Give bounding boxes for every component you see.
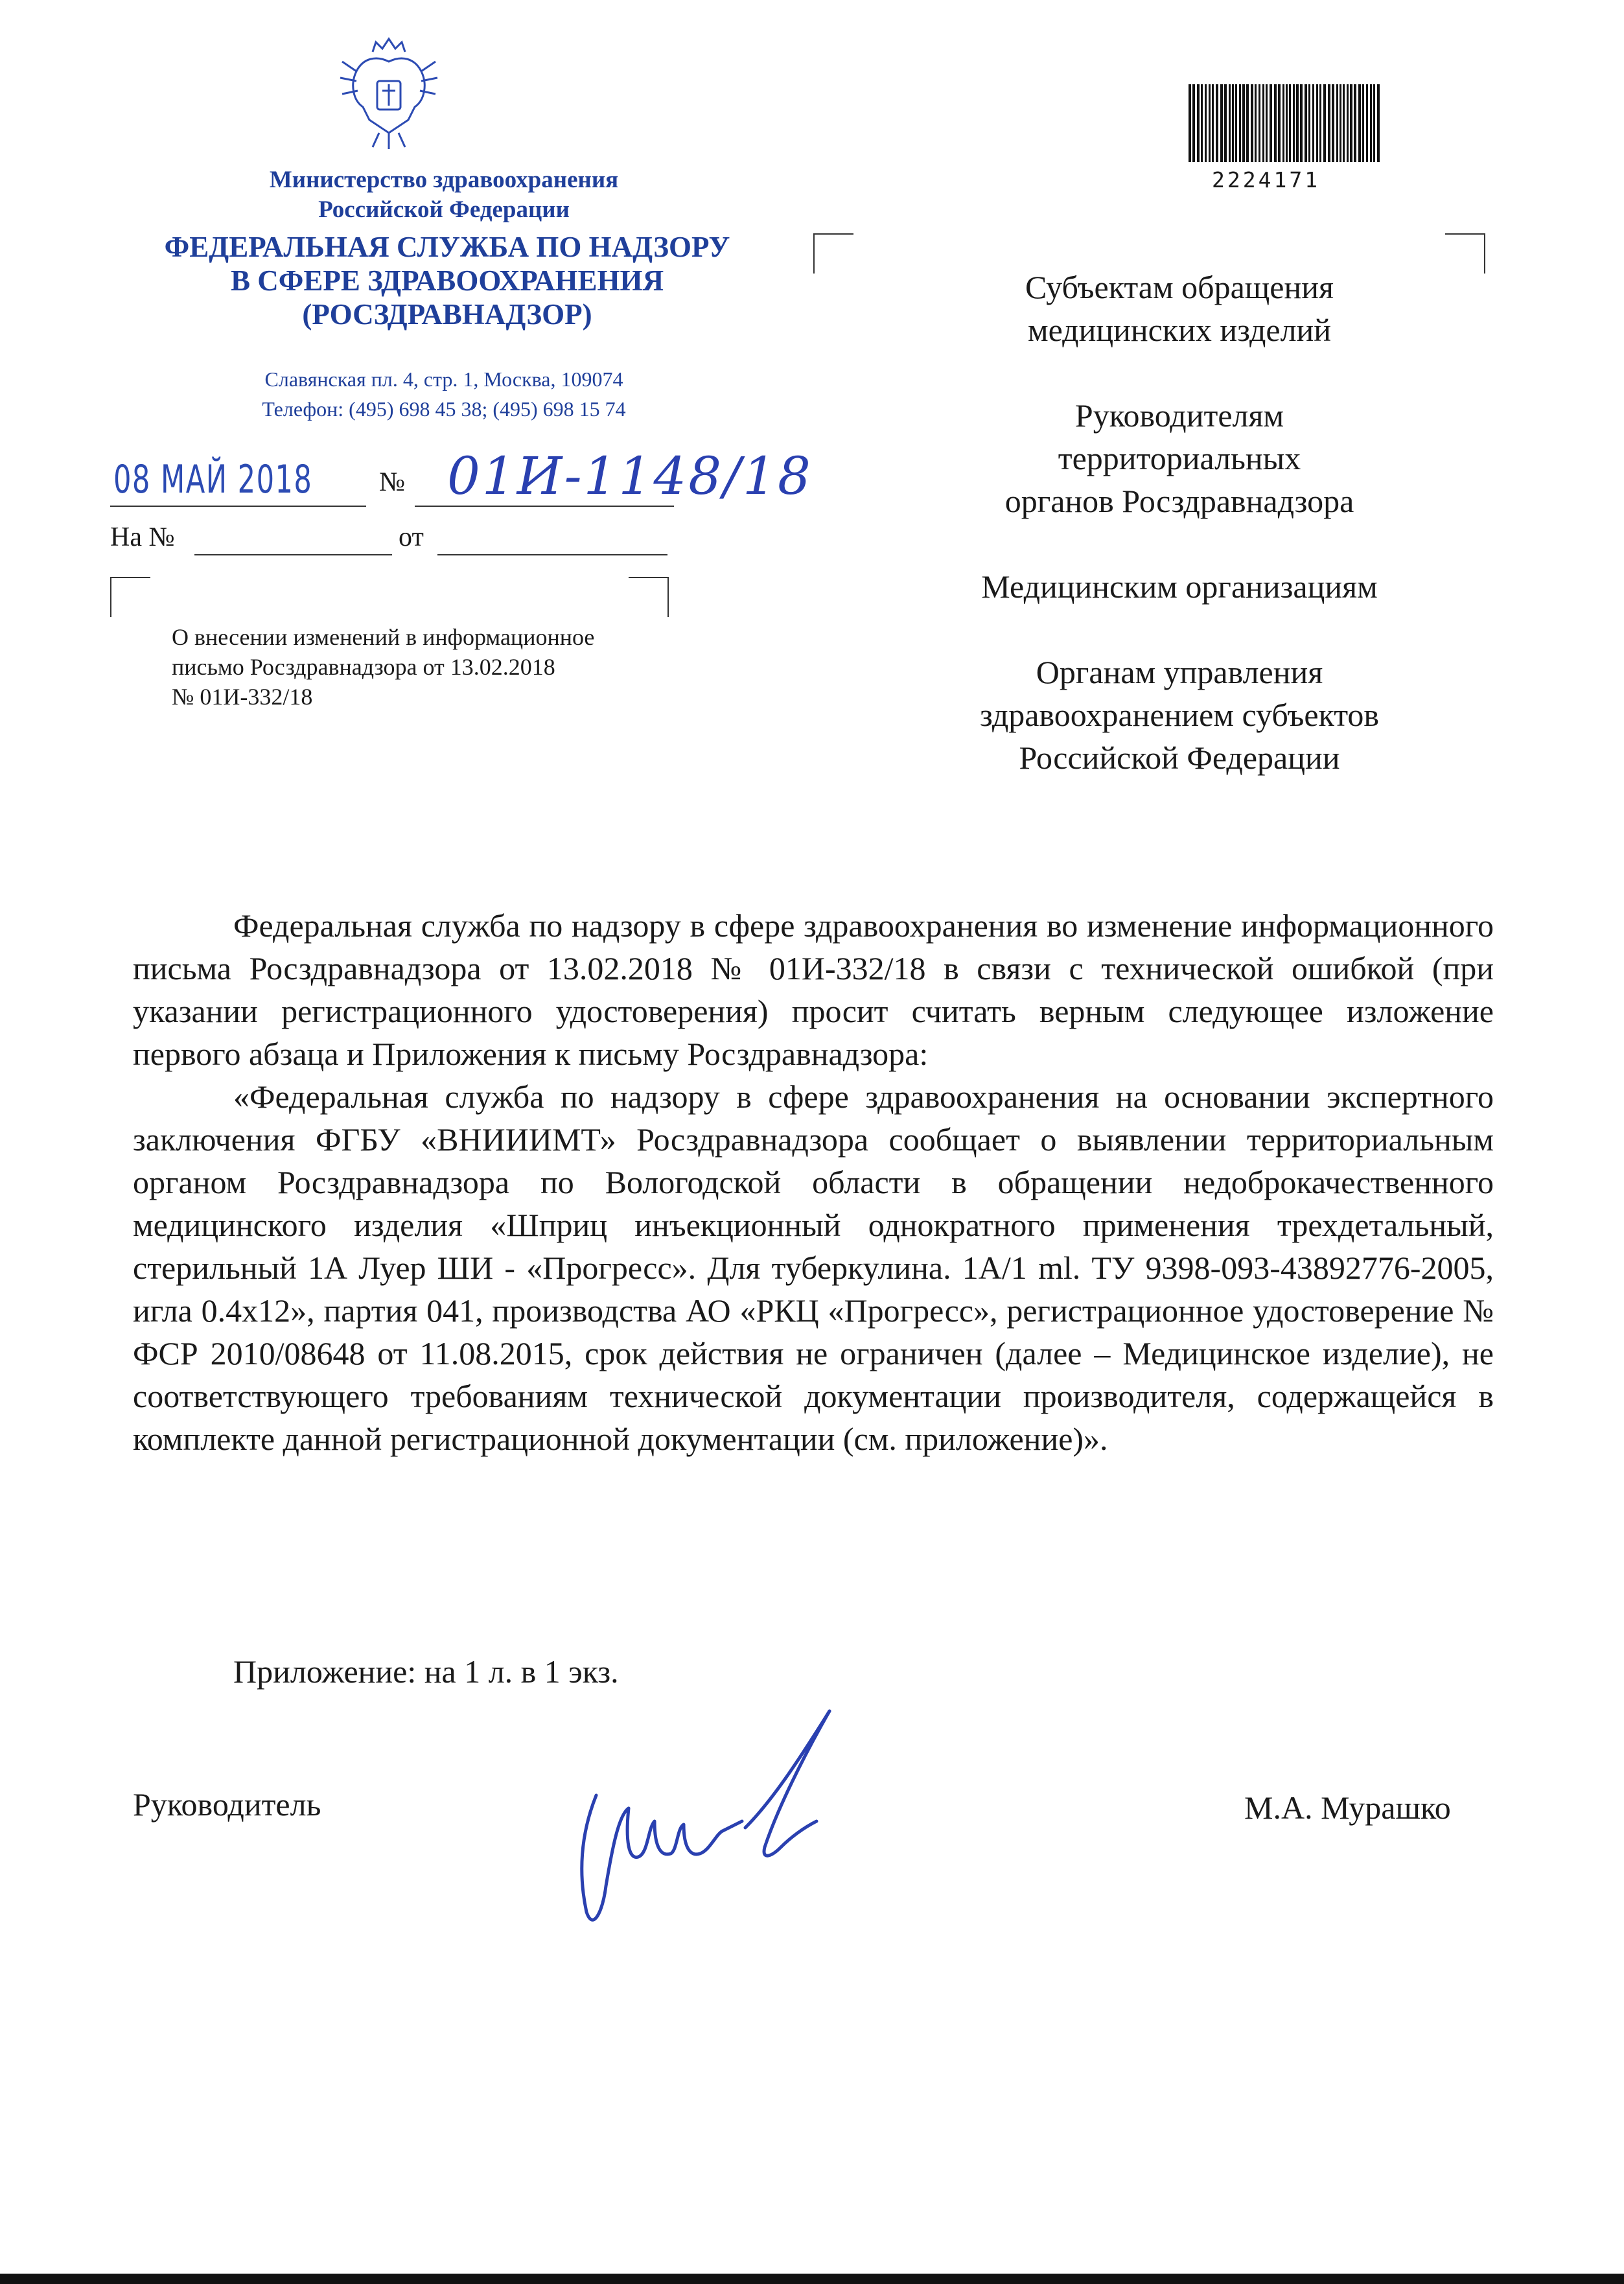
attachment-note: Приложение: на 1 л. в 1 экз. [233, 1653, 619, 1690]
addressee-2-line-3: органов Росздравнадзора [1004, 483, 1354, 519]
barcode-bar [1255, 84, 1257, 162]
address-line: Славянская пл. 4, стр. 1, Москва, 109074 [264, 367, 623, 391]
scan-bottom-edge [0, 2274, 1624, 2284]
barcode-bar [1278, 84, 1281, 162]
phone-line: Телефон: (495) 698 45 38; (495) 698 15 74 [262, 397, 626, 421]
barcode-bar [1323, 84, 1326, 162]
barcode-bar [1354, 84, 1356, 162]
barcode-bar [1229, 84, 1231, 162]
addressee-1-line-1: Субъектам обращения [1025, 269, 1334, 305]
letter-body [133, 904, 1494, 1460]
barcode-bar [1220, 84, 1223, 162]
barcode-bar [1282, 84, 1284, 162]
barcode [1186, 84, 1380, 169]
barcode-bar [1293, 84, 1295, 162]
addressee-3-line-1: Медицинским организациям [981, 568, 1378, 605]
barcode-bar [1251, 84, 1253, 162]
barcode-bar [1370, 84, 1372, 162]
address-block [104, 364, 784, 424]
addressee-4-line-3: Российской Федерации [1019, 740, 1340, 776]
barcode-bar [1286, 84, 1288, 162]
barcode-bar [1201, 84, 1203, 162]
barcode-bar [1266, 84, 1268, 162]
barcode-bar [1366, 84, 1368, 162]
barcode-bar [1224, 84, 1227, 162]
barcode-bar [1216, 84, 1218, 162]
reference-date-label: от [399, 522, 424, 552]
barcode-bar [1377, 84, 1380, 162]
date-stamp: 08 МАЙ 2018 [113, 457, 313, 502]
barcode-bar [1289, 84, 1291, 162]
addressee-2-line-2: территориальных [1058, 440, 1301, 476]
barcode-bar [1232, 84, 1234, 162]
barcode-bar [1312, 84, 1314, 162]
barcode-bar [1274, 84, 1277, 162]
signer-position: Руководитель [133, 1786, 321, 1823]
coat-of-arms-emblem-icon [337, 36, 441, 152]
handwritten-signature [557, 1698, 868, 1944]
barcode-number: 2224171 [1212, 167, 1321, 192]
barcode-bar [1189, 84, 1191, 162]
addressee-4 [894, 651, 1465, 779]
barcode-bar [1242, 84, 1245, 162]
subject-corner-right [629, 577, 669, 617]
barcode-bar [1212, 84, 1214, 162]
barcode-bar [1350, 84, 1352, 162]
barcode-bar [1362, 84, 1364, 162]
barcode-bar [1296, 84, 1299, 162]
addressee-3 [894, 565, 1465, 608]
barcode-bar [1358, 84, 1361, 162]
reference-date-line [437, 554, 667, 555]
service-name [97, 230, 797, 331]
barcode-bar [1328, 84, 1330, 162]
barcode-bar [1300, 84, 1303, 162]
barcode-bar [1239, 84, 1241, 162]
ministry-name [104, 165, 784, 225]
barcode-bar [1270, 84, 1272, 162]
barcode-bar [1262, 84, 1264, 162]
barcode-bar [1373, 84, 1375, 162]
barcode-bar [1205, 84, 1207, 162]
barcode-bar [1197, 84, 1200, 162]
barcode-bar [1316, 84, 1318, 162]
barcode-bar [1192, 84, 1195, 162]
subject-line-3: № 01И-332/18 [172, 684, 313, 710]
signer-name: М.А. Мурашко [1244, 1789, 1451, 1826]
addressee-2 [894, 394, 1465, 522]
body-paragraph-2: «Федеральная служба по надзору в сфере здравоохранения на основании экспертного заключения ФГБУ «ВНИИИМТ» Росздравнадзора сообщает о выявлении территориальным органом Росздравнадзора по Вологодской области в обращении недоброкачественного медицинского изделия «Шприц инъекционный однократного применения трехдетальный, стерильный 1А Луер ШИ - «Прогресс». Для туберкулина. 1А/1 ml. ТУ 9398-093-43892776-2005, игла 0.4x12», партия 041, производства АО «РКЦ «Прогресс», регистрационное удостоверение № ФСР 2010/08648 от 11.08.2015, срок действия не ограничен (далее – Медицинское изделие), не соответствующего требованиям технической документации производителя, содержащейся в комплекте данной регистрационной документации (см. приложение)». [133, 1078, 1494, 1457]
handwritten-letter-number: 01И-1148/18 [447, 446, 813, 506]
barcode-bar [1319, 84, 1321, 162]
subject-line-1: О внесении изменений в информационное [172, 624, 595, 650]
service-line-3: (РОСЗДРАВНАДЗОР) [302, 298, 592, 331]
subject-corner-left [110, 577, 150, 617]
letter-subject [172, 622, 690, 712]
barcode-bar [1305, 84, 1307, 162]
barcode-bar [1347, 84, 1349, 162]
ministry-line-2: Российской Федерации [318, 196, 570, 223]
number-label: № [379, 467, 406, 497]
addressee-corner-left [813, 233, 853, 274]
barcode-bar [1308, 84, 1310, 162]
barcode-bar [1332, 84, 1334, 162]
reference-number-label: На № [110, 522, 175, 552]
addressee-4-line-1: Органам управления [1036, 654, 1323, 690]
barcode-bar [1340, 84, 1341, 162]
barcode-bar [1259, 84, 1260, 162]
addressee-1-line-2: медицинских изделий [1027, 312, 1332, 348]
addressee-4-line-2: здравоохранением субъектов [979, 697, 1380, 733]
service-line-2: В СФЕРЕ ЗДРАВООХРАНЕНИЯ [230, 264, 664, 297]
barcode-bar [1246, 84, 1249, 162]
addressee-list [894, 266, 1465, 779]
service-line-1: ФЕДЕРАЛЬНАЯ СЛУЖБА ПО НАДЗОРУ [164, 231, 730, 263]
barcode-bar [1336, 84, 1338, 162]
addressee-2-line-1: Руководителям [1074, 397, 1284, 434]
addressee-1 [894, 266, 1465, 351]
barcode-bar [1235, 84, 1237, 162]
barcode-bar [1209, 84, 1211, 162]
barcode-bar [1343, 84, 1345, 162]
body-paragraph-1: Федеральная служба по надзору в сфере здравоохранения во изменение информационного письма Росздравнадзора от 13.02.2018 № 01И-332/18 в связи с технической ошибкой (при указании регистрационного удостоверения) просит считать верным следующее изложение первого абзаца и Приложения к письму Росздравнадзора: [133, 907, 1494, 1072]
subject-line-2: письмо Росздравнадзора от 13.02.2018 [172, 654, 555, 680]
reference-number-line [194, 554, 392, 555]
ministry-line-1: Министерство здравоохранения [269, 167, 619, 193]
